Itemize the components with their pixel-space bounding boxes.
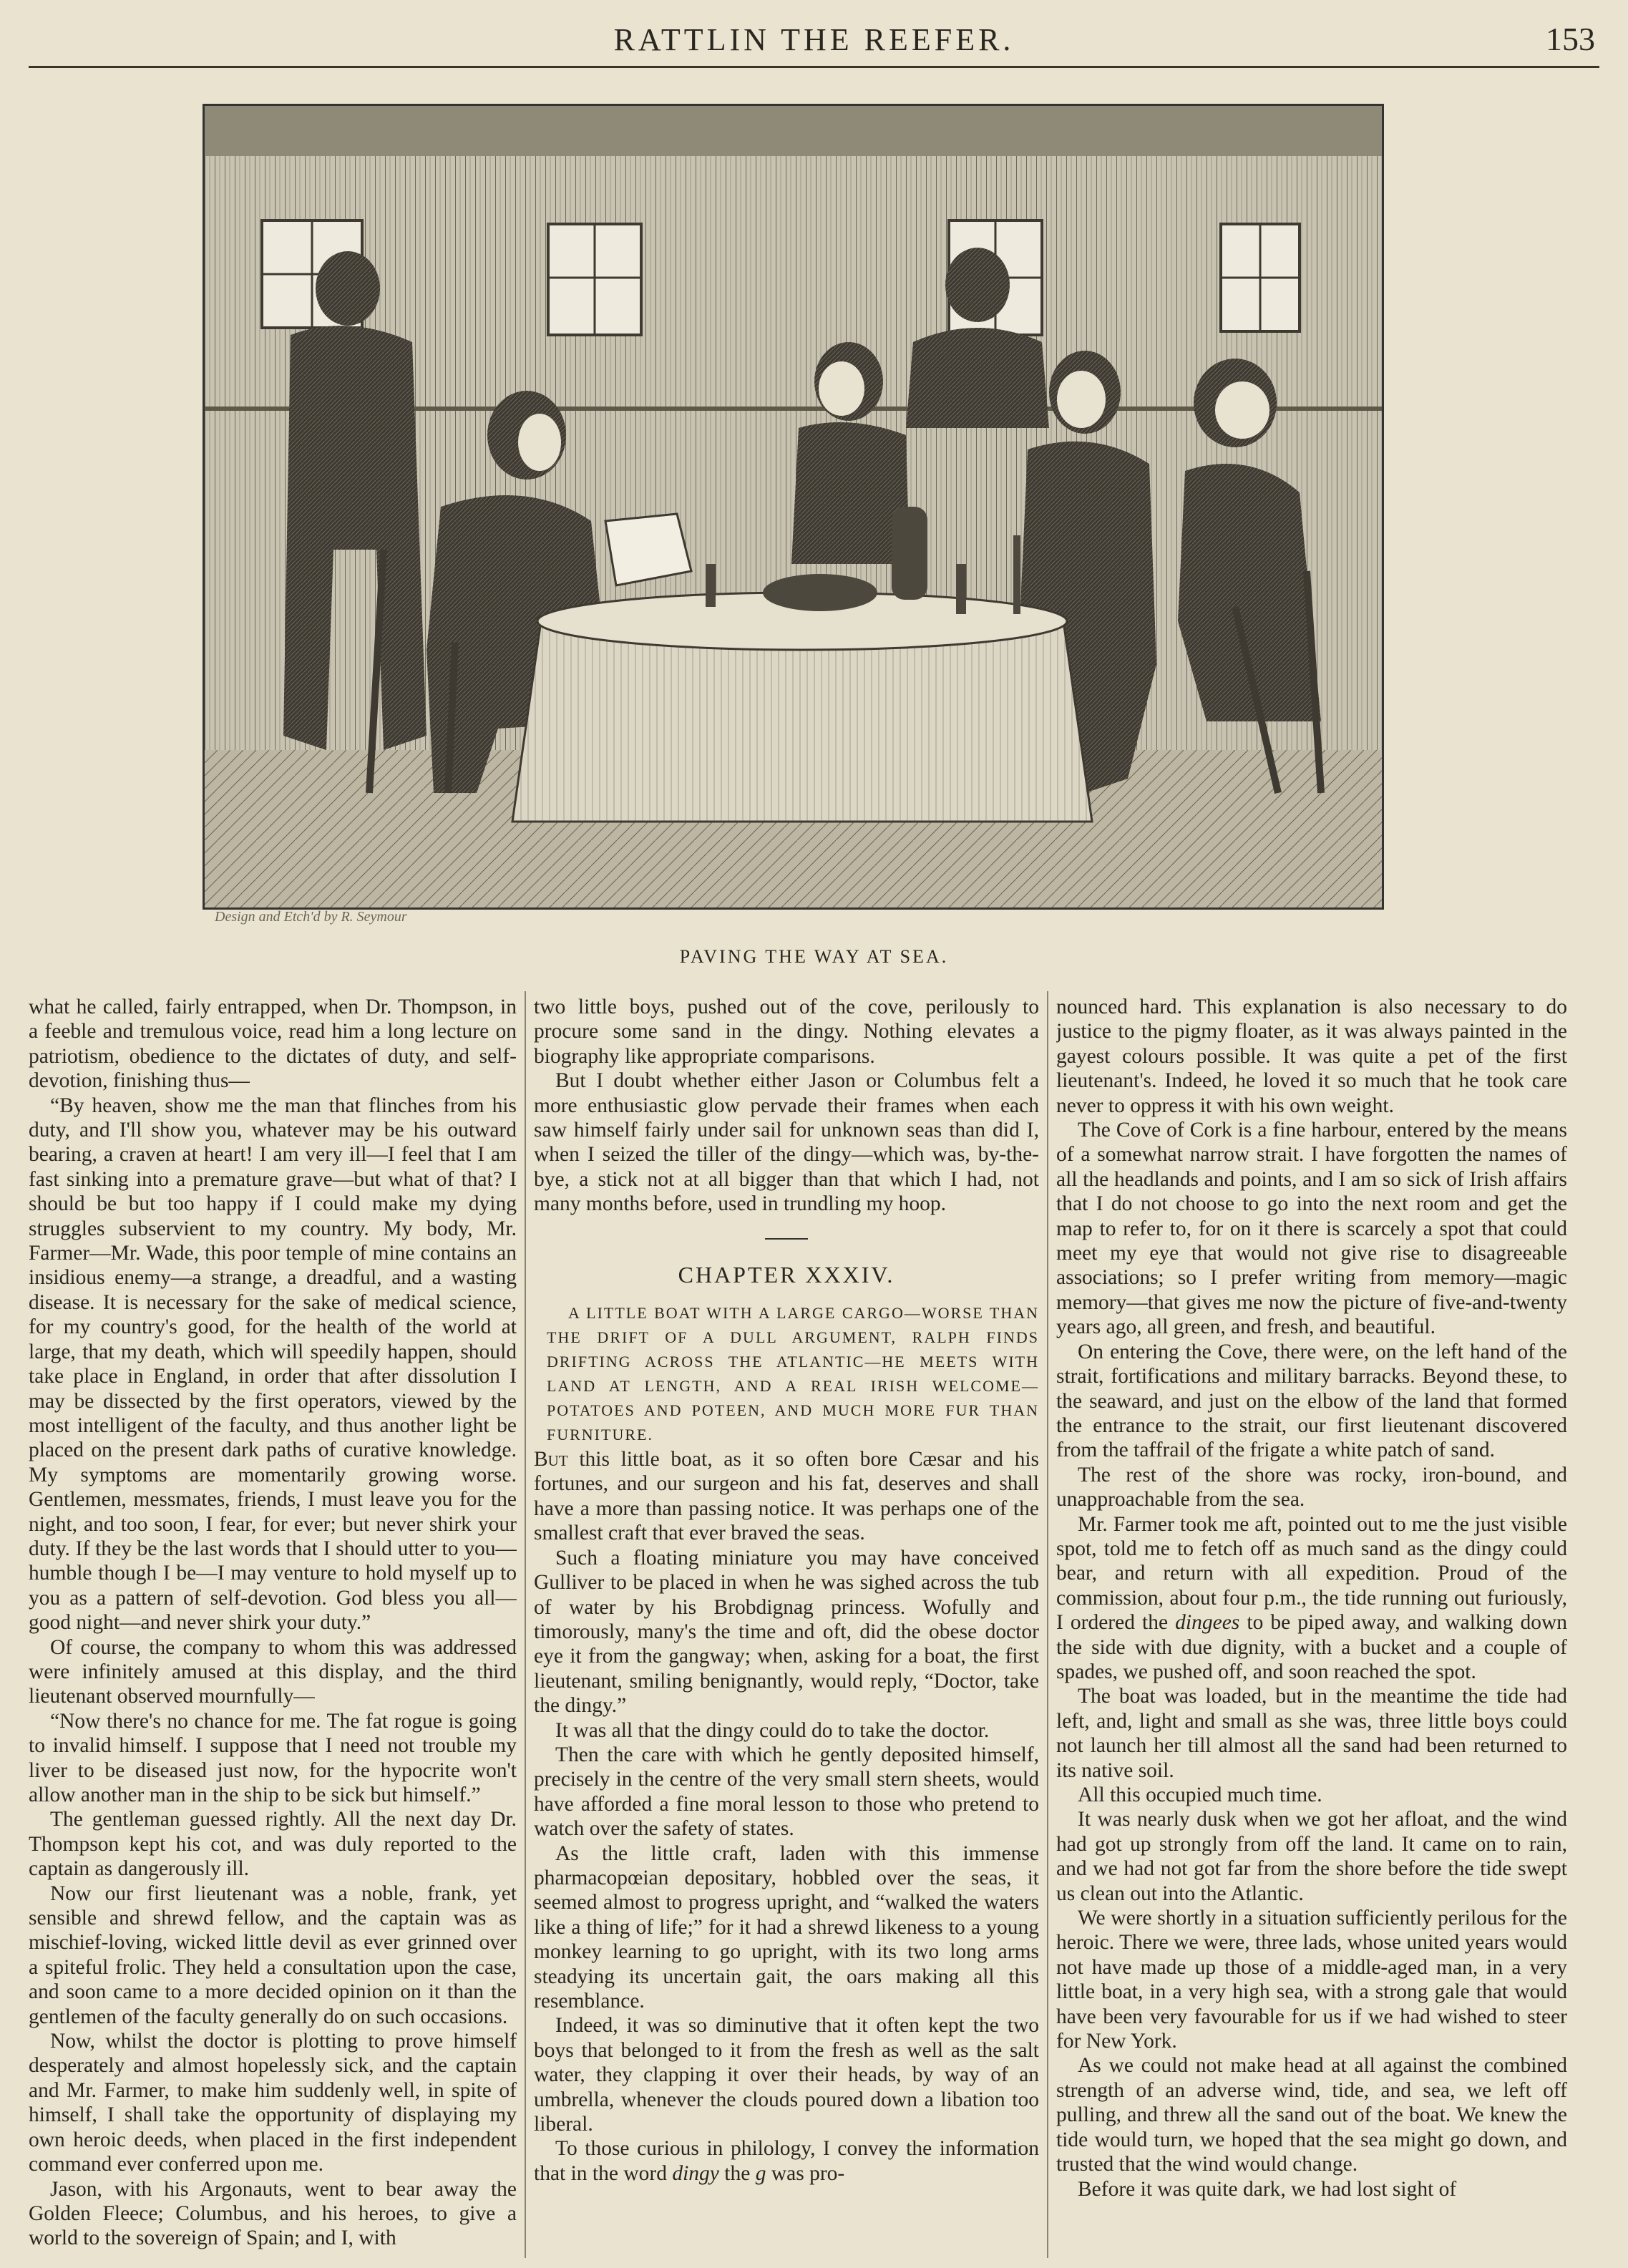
- paragraph: We were shortly in a situation sufficiently perilous for the heroic. There we were, three lads, whose united years would not have made up those of a middle-aged man, in a very little boat, in a very high sea, with a strong gale that would have been very favourable for us if we had wished to steer for New York.: [1056, 1907, 1567, 2053]
- engraving-illustration: [203, 104, 1384, 910]
- chapter-synopsis: A LITTLE BOAT WITH A LARGE CARGO—WORSE THAN THE DRIFT OF A DULL ARGUMENT, RALPH FINDS DRIFTING ACROSS THE ATLANTIC—HE MEETS WITH LAND AT LENGTH, AND A REAL IRISH WELCOME—POTATOES AND POTEEN, AND MUCH MORE FUR THAN FURNITURE.: [547, 1304, 1039, 1444]
- paragraph: what he called, fairly entrapped, when Dr. Thompson, in a feeble and tremulous voice, read him a long lecture on patriotism, obedience to the dictates of duty, and self-devotion, finishing thus—: [29, 996, 517, 1093]
- paragraph: Then the care with which he gently deposited himself, precisely in the centre of the very small stern sheets, would have afforded a fine moral lesson to those who pretend to watch over the safety of states.: [534, 1743, 1039, 1841]
- paragraph: As we could not make head at all against the combined strength of an adverse wind, tide, and sea, we left off pulling, and threw all the sand out of the boat. We knew the tide would turn, we hoped that the sea might go down, and trusted that the wind would change.: [1056, 2054, 1567, 2176]
- italic-word: dingees: [1175, 1611, 1240, 1635]
- paragraph: On entering the Cove, there were, on the left hand of the strait, fortifications and military barracks. Beyond these, to the seaward, and just on the elbow of the land that formed the entrance to the strait, our first lieutenant discovered from the taffrail of the frigate a white patch of sand.: [1056, 1340, 1567, 1462]
- paragraph: It was all that the dingy could do to take the doctor.: [555, 1718, 990, 1742]
- paragraph: Now, whilst the doctor is plotting to prove himself desperately and almost hopelessly sick, and the captain and Mr. Farmer, to make him suddenly well, in spite of himself, I shall take the opportunity of displaying my own heroic deeds, when placed in the first independent command ever conferred upon me.: [29, 2030, 517, 2176]
- text-column-3: [1056, 995, 1567, 2254]
- text-run: To those curious in philology, I convey the information that in the word: [534, 2137, 1039, 2185]
- column-divider: [1047, 991, 1048, 2258]
- engraver-credit: Design and Etch'd by R. Seymour: [215, 909, 407, 925]
- paragraph: All this occupied much time.: [1078, 1783, 1322, 1806]
- chapter-title: CHAPTER XXXIV.: [678, 1261, 895, 1288]
- italic-word: dingy: [672, 2161, 719, 2185]
- paragraph: “Now there's no chance for me. The fat rogue is going to invalid himself. I suppose that I need not trouble my liver to be diseased just now, for the hypocrite won't allow another man in the ship to be sick but himself.”: [29, 1709, 517, 1806]
- running-title: RATTLIN THE REEFER.: [613, 22, 1015, 57]
- paragraph: two little boys, pushed out of the cove, perilously to procure some sand in the dingy. Nothing elevates a biography like appropriate comparisons.: [534, 996, 1039, 1068]
- paragraph: But I doubt whether either Jason or Columbus felt a more enthusiastic glow pervade their frames when each saw himself fairly under sail for unknown seas than did I, when I seized the tiller of the dingy—which was, by-the-bye, a stick not at all bigger than that which I had, not many months before, used in trundling my hoop.: [534, 1069, 1039, 1216]
- paragraph: Such a floating miniature you may have conceived Gulliver to be placed in when he was sighed across the tub of water by his Brobdignag princess. Wofully and timorously, many's the time and oft, did the obese doctor eye it from the gangway; when, asking for a boat, the first lieutenant, smiling benignantly, would reply, “Doctor, take the dingy.”: [534, 1546, 1039, 1718]
- paragraph: Indeed, it was so diminutive that it often kept the two boys that belonged to it from the fresh as well as the salt water, they clapping it over their heads, by way of an umbrella, whenever the clouds poured down a libation too liberal.: [534, 2014, 1039, 2136]
- paragraph: The boat was loaded, but in the meantime the tide had left, and, light and small as she was, three little boys could not launch her till almost all the sand had been returned to its native soil.: [1056, 1685, 1567, 1782]
- paragraph: [1056, 1512, 1567, 1685]
- page-header: [29, 16, 1599, 68]
- paragraph: nounced hard. This explanation is also necessary to do justice to the pigmy floater, as it was always painted in the gayest colours possible. It was quite a pet of the first lieutenant's. Indeed, he loved it so much that he took care never to oppress it with his own weight.: [1056, 996, 1567, 1117]
- paragraph: Of course, the company to whom this was addressed were infinitely amused at this display, and the third lieutenant observed mournfully—: [29, 1635, 517, 1708]
- chapter-opening-paragraph: [534, 1447, 1039, 1546]
- text-run: to be piped away, and walking down the side with due dignity, with a bucket and a couple of spades, we pushed off, and soon reached the spot.: [1056, 1611, 1567, 1683]
- paragraph: Jason, with his Argonauts, went to bear away the Golden Fleece; Columbus, and his heroes, to give a world to the sovereign of Spain; and I, with: [29, 2177, 517, 2250]
- column-divider: [525, 991, 526, 2258]
- paragraph: “By heaven, show me the man that flinches from his duty, and I'll show you, whatever may be his outward bearing, a craven at heart! I am very ill—I feel that I am fast sinking into a premature grave—but what of that? I should be but too happy if I could make my dying struggles subservient to my country. My body, Mr. Farmer—Mr. Wade, this poor temple of mine contains an insidious enemy—a strange, a dreadful, and a wasting disease. It is necessary for the sake of medical science, for my country's good, for the health of the world at large, that my death, which will speedily happen, should take place in England, in order that after dissolution I may be dissected by the first operators, viewed by the most intelligent of the faculty, and thus another light be placed on the present dark paths of curative knowledge. My symptoms are momentarily growing worse. Gentlemen, messmates, friends, I must leave you for the night, and too soon, I fear, for ever; but never shirk your duty. If they be the last words that I should utter to you—humble though I be—I may venture to hold myself up to you as a pattern of self-devotion. God bless you all—good night—and never shirk your duty.”: [29, 1094, 517, 1635]
- text-column-1: [29, 995, 517, 2254]
- paragraph: It was nearly dusk when we got her afloat, and the wind had got up strongly from off the land. It came on to rain, and we had not got far from the shore before the tide swept us clean out into the Atlantic.: [1056, 1808, 1567, 1905]
- text-run: Mr. Farmer took me aft, pointed out to me the just visible spot, told me to fetch off as much sand as the dingy could bear, and return with all expedition. Proud of the commission, about four p.m., the tide running out furiously, I ordered the: [1056, 1512, 1567, 1635]
- paragraph: The Cove of Cork is a fine harbour, entered by the means of a somewhat narrow strait. I have forgotten the names of all the headlands and points, and I am so sick of Irish affairs that I do not choose to go into the next room and get the map to refer to, for on it there is scarcely a spot that could meet my eye that would not give rise to disagreeable associations; so I prefer writing from memory—magic memory—that gives me now the picture of five-and-twenty years ago, all green, and fresh, and beautiful.: [1056, 1119, 1567, 1339]
- paragraph: The rest of the shore was rocky, iron-bound, and unapproachable from the sea.: [1056, 1463, 1567, 1512]
- illustration-caption: PAVING THE WAY AT SEA.: [679, 946, 949, 967]
- page-number: 153: [1546, 21, 1595, 57]
- opening-text: this little boat, as it so often bore Cæsar and his fortunes, and our surgeon and his fat, deserves and shall have a more than passing notice. It was perhaps one of the smallest craft that ever braved the seas.: [534, 1448, 1039, 1545]
- paragraph: Now our first lieutenant was a noble, frank, yet sensible and shrewd fellow, and the captain was as mischief-loving, wicked little devil as ever grinned over a spiteful frolic. They held a consultation upon the case, and soon came to a more decided opinion on it than the gentlemen of the faculty generally do on such occasions.: [29, 1882, 517, 2028]
- paragraph: The gentleman guessed rightly. All the next day Dr. Thompson kept his cot, and was duly reported to the captain as dangerously ill.: [29, 1808, 517, 1881]
- text-run: was pro-: [766, 2161, 845, 2185]
- section-divider: [765, 1238, 808, 1240]
- paragraph: [534, 2136, 1039, 2186]
- paragraph: As the little craft, laden with this immense pharmacopœian depositary, hobbled over the seas, it seemed almost to progress upright, and “walked the waters like a thing of life;” for it had a shrewd likeness to a young monkey learning to go upright, with its two long arms steadying its uncertain gait, the oars making all this resemblance.: [534, 1841, 1039, 2013]
- italic-letter: g: [755, 2161, 766, 2185]
- engraving-drawing: [205, 106, 1382, 907]
- text-column-2: [534, 995, 1039, 2254]
- paragraph: Before it was quite dark, we had lost sight of: [1078, 2177, 1457, 2201]
- opening-word: But: [534, 1448, 568, 1471]
- text-run: the: [718, 2161, 756, 2185]
